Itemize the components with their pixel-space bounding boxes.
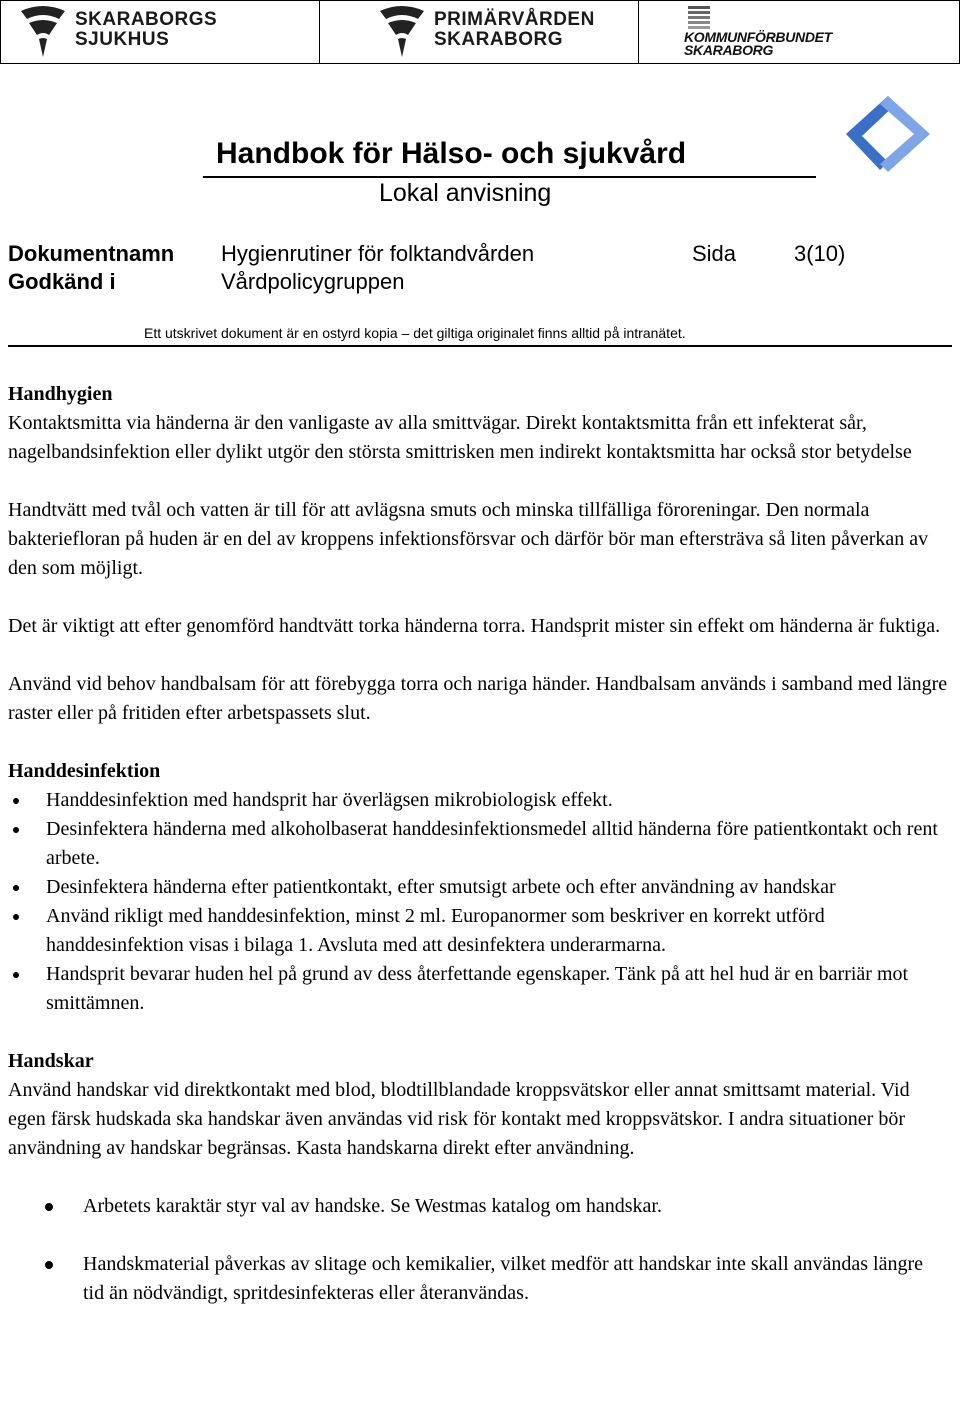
paragraph: Handtvätt med tvål och vatten är till för att avlägsna smuts och minska tillfälliga föroreningar. Den normala bakteriefloran på huden är en del av kroppens infektionsförsvar och därför bör man eftersträva så liten påverkan av den som möjligt. xyxy=(8,499,929,579)
logo-line-1: SKARABORGS xyxy=(75,9,218,30)
swirl-logo-icon xyxy=(19,5,67,59)
document-body xyxy=(8,380,948,1308)
approved-label: Godkänd i xyxy=(8,269,116,294)
primarvarden-skaraborg-logo xyxy=(320,1,639,63)
approved-value: Vårdpolicygruppen xyxy=(221,269,405,294)
page-title: Handbok för Hälso- och sjukvård xyxy=(216,137,687,170)
copy-notice: Ett utskrivet dokument är en ostyrd kopia – det giltiga originalet finns alltid på intranätet. xyxy=(144,325,686,341)
kommunforbundet-skaraborg-logo xyxy=(639,1,959,63)
list-item: Handdesinfektion med handsprit har överlägsen mikrobiologisk effekt. xyxy=(8,786,948,815)
doc-name-label: Dokumentnamn xyxy=(8,241,175,266)
paragraph: Kontaktsmitta via händerna är den vanligaste av alla smittvägar. Direkt kontaktsmitta från ett infekterat sår, nagelbandsinfektion eller dylikt utgör den största smittrisken men indirekt kontaktsmitta har också stor betydelse xyxy=(8,412,912,463)
handdesinfektion-list xyxy=(8,786,948,1018)
list-item: Arbetets karaktär styr val av handske. Se Westmas katalog om handskar. xyxy=(8,1192,948,1221)
doc-name-value: Hygienrutiner för folktandvården xyxy=(221,241,535,266)
diamond-logo-icon xyxy=(836,88,936,178)
logo-line-2: SKARABORG xyxy=(434,29,564,50)
page-label: Sida xyxy=(692,241,737,266)
title-underline xyxy=(203,136,816,178)
list-item: Desinfektera händerna efter patientkontakt, efter smutsigt arbete och efter användning av handskar xyxy=(8,873,948,902)
page-subtitle: Lokal anvisning xyxy=(379,179,552,207)
section-heading-handdesinfektion: Handdesinfektion xyxy=(8,760,161,782)
logo-line-1: PRIMÄRVÅRDEN xyxy=(434,9,595,30)
swirl-logo-icon xyxy=(378,5,426,59)
logo-line-1: KOMMUNFÖRBUNDET xyxy=(684,29,832,45)
skaraborgs-sjukhus-logo xyxy=(1,1,320,63)
section-heading-handhygien: Handhygien xyxy=(8,383,113,405)
handskar-list xyxy=(8,1192,948,1308)
section-heading-handskar: Handskar xyxy=(8,1050,94,1072)
header-divider xyxy=(8,345,952,347)
list-item: Handsprit bevarar huden hel på grund av dess återfettande egenskaper. Tänk på att hel hud är en barriär mot smittämnen. xyxy=(8,960,948,1018)
list-item: Desinfektera händerna med alkoholbaserat handdesinfektionsmedel alltid händerna före patientkontakt och rent arbete. xyxy=(8,815,948,873)
list-item: Handskmaterial påverkas av slitage och kemikalier, vilket medför att handskar inte skall användas längre tid än nödvändigt, spritdesinfekteras eller återanvändas. xyxy=(8,1250,948,1308)
list-item: Använd rikligt med handdesinfektion, minst 2 ml. Europanormer som beskriver en korrekt utförd handdesinfektion visas i bilaga 1. Avsluta med att desinfektera underarmarna. xyxy=(8,902,948,960)
paragraph: Använd handskar vid direktkontakt med blod, blodtillblandade kroppsvätskor eller annat smittsamt material. Vid egen färsk hudskada ska handskar även användas vid risk för kontakt med kroppsvätskor. I andra situationer bör användning av handskar begränsas. Kasta handskarna direkt efter användning. xyxy=(8,1079,910,1159)
logo-line-2: SKARABORG xyxy=(684,42,774,58)
paragraph: Det är viktigt att efter genomförd handtvätt torka händerna torra. Handsprit mister sin effekt om händerna är fuktiga. xyxy=(8,615,941,637)
paragraph: Använd vid behov handbalsam för att förebygga torra och nariga händer. Handbalsam används i samband med längre raster eller på fritiden efter arbetspassets slut. xyxy=(8,673,948,724)
page-number: 3(10) xyxy=(794,241,846,266)
logo-bar xyxy=(0,0,960,64)
logo-line-2: SJUKHUS xyxy=(75,29,170,50)
